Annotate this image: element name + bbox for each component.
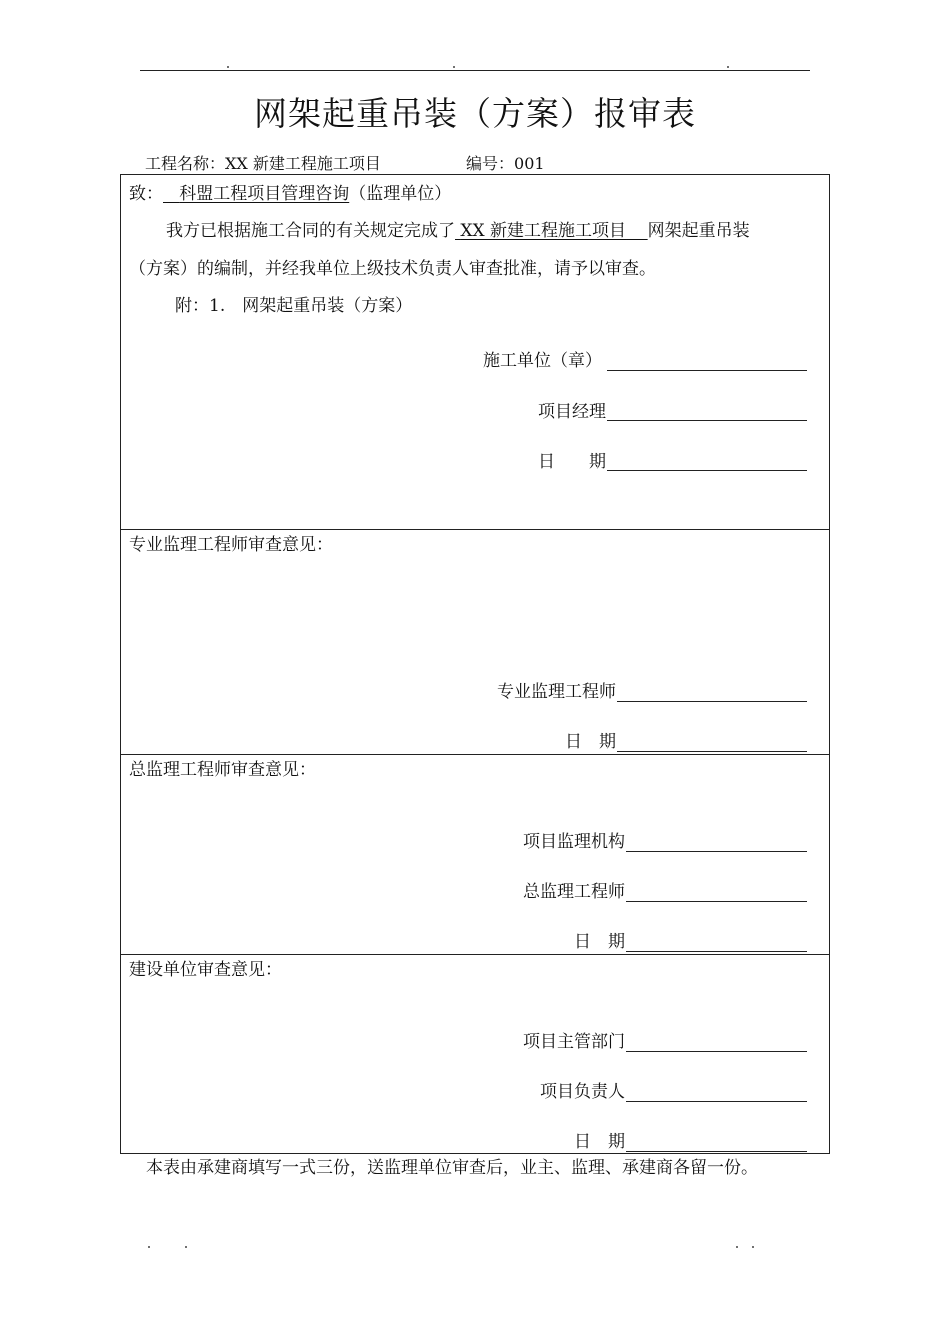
- owner-person-label: 项目负责人: [540, 1082, 625, 1102]
- project-name: XX 新建工程施工项目: [225, 154, 381, 173]
- owner-heading: 建设单位审查意见：: [129, 960, 282, 980]
- body-line-2: （方案）的编制，并经我单位上级技术负责人审查批准，请予以审查。: [129, 259, 656, 279]
- chief-date-label: 日 期: [574, 932, 625, 952]
- chief-heading: 总监理工程师审查意见：: [129, 760, 316, 780]
- sign-date-label: 日 期: [538, 452, 606, 472]
- owner-dept-label: 项目主管部门: [523, 1032, 625, 1052]
- section-divider: [120, 954, 830, 955]
- header-rule: [140, 70, 810, 71]
- sign-unit-line: [607, 370, 807, 371]
- body-project-name: XX 新建工程施工项目: [460, 221, 627, 241]
- body-line-1: 我方已根据施工合同的有关规定完成了 XX 新建工程施工项目 网架起重吊装: [166, 221, 750, 241]
- specialist-sign-label: 专业监理工程师: [497, 682, 616, 702]
- footer-dot: [752, 1246, 754, 1248]
- header-dot: [453, 66, 455, 68]
- specialist-date-label: 日 期: [565, 732, 616, 752]
- specialist-date-line: [617, 751, 807, 752]
- sign-manager-line: [607, 420, 807, 421]
- sign-unit-label: 施工单位（章）: [483, 351, 602, 371]
- owner-dept-line: [626, 1051, 807, 1052]
- specialist-sign-line: [617, 701, 807, 702]
- project-meta: [145, 151, 381, 174]
- recipient-line: [129, 184, 451, 204]
- footer-dot: [736, 1246, 738, 1248]
- number-value: 001: [514, 154, 545, 173]
- header-dot: [227, 66, 229, 68]
- attachment-line: 附：1. 网架起重吊装（方案）: [175, 296, 413, 316]
- recipient-suffix: （监理单位）: [349, 184, 452, 204]
- number-label: 编号：: [466, 154, 515, 173]
- document-title: 网架起重吊装（方案）报审表: [254, 94, 696, 133]
- chief-org-label: 项目监理机构: [523, 832, 625, 852]
- sign-date-line: [607, 470, 807, 471]
- sign-manager-label: 项目经理: [538, 402, 606, 422]
- chief-sign-label: 总监理工程师: [523, 882, 625, 902]
- chief-sign-line: [626, 901, 807, 902]
- owner-date-line: [626, 1151, 807, 1152]
- owner-date-label: 日 期: [574, 1132, 625, 1152]
- specialist-heading: 专业监理工程师审查意见：: [129, 535, 333, 555]
- section-divider: [120, 529, 830, 530]
- footer-note: 本表由承建商填写一式三份，送监理单位审查后，业主、监理、承建商各留一份。: [146, 1158, 758, 1178]
- number-meta: [466, 151, 545, 174]
- footer-dot: [185, 1246, 187, 1248]
- chief-date-line: [626, 951, 807, 952]
- section-divider: [120, 754, 830, 755]
- chief-org-line: [626, 851, 807, 852]
- form-table: [120, 174, 830, 1154]
- project-label: 工程名称：: [145, 154, 226, 173]
- to-label: 致：: [129, 184, 163, 204]
- recipient-name: 科盟工程项目管理咨询: [179, 184, 350, 204]
- footer-dot: [148, 1246, 150, 1248]
- owner-person-line: [626, 1101, 807, 1102]
- header-dot: [727, 66, 729, 68]
